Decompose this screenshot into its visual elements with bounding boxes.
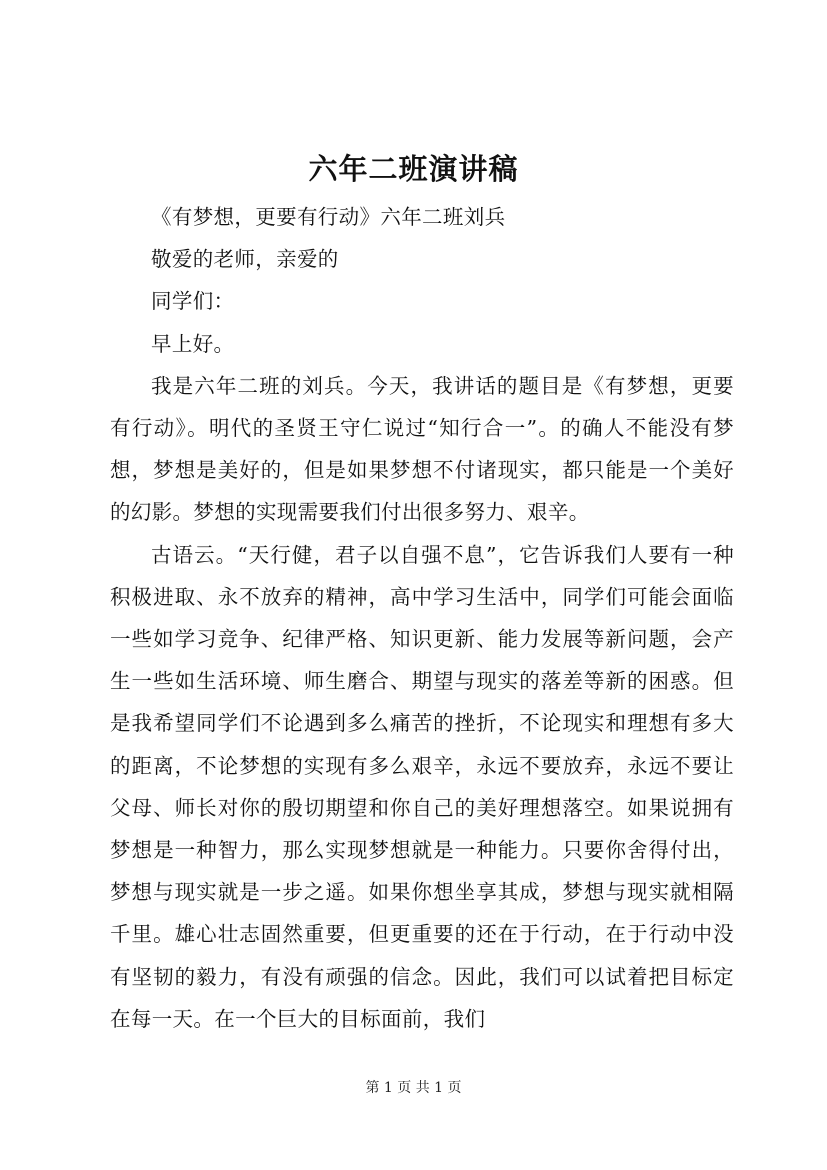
page-footer: 第 1 页 共 1 页	[365, 1080, 462, 1096]
body-paragraph: 我是六年二班的刘兵。今天，我讲话的题目是《有梦想，更要有行动》。明代的圣贤王守仁说过“知行合一”。的确人不能没有梦想，梦想是美好的，但是如果梦想不付诸现实，都只能是一个美好的幻影。梦想的实现需要我们付出很多努力、艰辛。	[110, 373, 734, 525]
salutation-line-2: 同学们：	[151, 289, 235, 314]
greeting-line: 早上好。	[151, 331, 235, 356]
salutation-line: 敬爱的老师，亲爱的	[151, 247, 339, 272]
document-body	[110, 196, 734, 1040]
speech-subtitle: 《有梦想，更要有行动》六年二班刘兵	[151, 205, 506, 229]
body-paragraph: 古语云。“天行健，君子以自强不息”，它告诉我们人要有一种积极进取、永不放弃的精神，高中学习生活中，同学们可能会面临一些如学习竞争、纪律严格、知识更新、能力发展等新问题，会产生一些如生活环境、师生磨合、期望与现实的落差等新的困惑。但是我希望同学们不论遇到多么痛苦的挫折，不论现实和理想有多大的距离，不论梦想的实现有多么艰辛，永远不要放弃，永远不要让父母、师长对你的殷切期望和你自己的美好理想落空。如果说拥有梦想是一种智力，那么实现梦想就是一种能力。只要你舍得付出，梦想与现实就是一步之遥。如果你想坐享其成，梦想与现实就相隔千里。雄心壮志固然重要，但更重要的还在于行动，在于行动中没有坚韧的毅力，有没有顽强的信念。因此，我们可以试着把目标定在每一天。在一个巨大的目标面前，我们	[110, 542, 734, 1031]
document-title: 六年二班演讲稿	[308, 152, 519, 186]
